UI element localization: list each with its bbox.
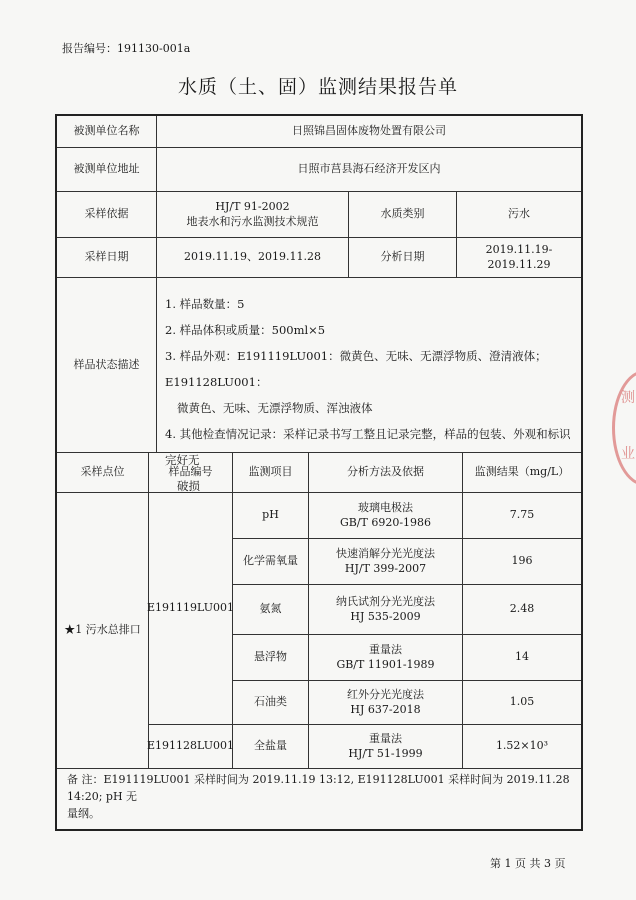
- method-standard: HJ/T 51-1999: [348, 746, 423, 760]
- method-name: 玻璃电极法: [358, 500, 413, 514]
- item-cell: 全盐量: [233, 725, 309, 769]
- unit-name-value: 日照锦昌固体废物处置有限公司: [157, 116, 581, 148]
- state-item: 2. 样品体积或质量：500ml×5: [165, 323, 326, 337]
- analysis-date-value: 2019.11.19-2019.11.29: [457, 238, 581, 278]
- item-cell: 石油类: [233, 681, 309, 725]
- method-name: 重量法: [369, 731, 402, 745]
- water-type-value: 污水: [457, 192, 581, 238]
- method-standard: HJ/T 399-2007: [344, 561, 427, 575]
- report-table: [55, 114, 583, 831]
- sample-id-1: E191119LU001: [149, 493, 233, 725]
- method-standard: GB/T 6920-1986: [339, 515, 432, 529]
- seal-char: 业: [621, 446, 635, 462]
- header-sample-id: 样品编号: [149, 453, 233, 493]
- page-number: 第 1 页 共 3 页: [490, 857, 566, 870]
- result-cell: 2.48: [463, 585, 581, 635]
- document-title: 水质（土、固）监测结果报告单: [177, 76, 458, 98]
- method-cell: [309, 539, 463, 585]
- state-item: 破损: [177, 479, 200, 493]
- sample-state-label: 样品状态描述: [57, 278, 157, 453]
- sampling-date-label: 采样日期: [57, 238, 157, 278]
- method-cell: [309, 585, 463, 635]
- result-cell: 196: [463, 539, 581, 585]
- basis-value: [157, 192, 349, 238]
- item-cell: 悬浮物: [233, 635, 309, 681]
- seal-char: 测: [621, 390, 635, 406]
- report-number: 报告编号：191130-001a: [62, 42, 191, 55]
- item-cell: 氨氮: [233, 585, 309, 635]
- result-cell: 1.05: [463, 681, 581, 725]
- header-sampling-point: 采样点位: [57, 453, 149, 493]
- water-type-label: 水质类别: [349, 192, 457, 238]
- result-cell: 14: [463, 635, 581, 681]
- method-standard: HJ 637-2018: [350, 702, 421, 716]
- method-cell: [309, 725, 463, 769]
- basis-code: HJ/T 91-2002: [215, 199, 290, 213]
- unit-address-label: 被测单位地址: [57, 148, 157, 192]
- remark-line: 量纲。: [67, 807, 100, 820]
- remark: [61, 771, 585, 822]
- sampling-date-value: 2019.11.19、2019.11.28: [157, 238, 349, 278]
- header-item: 监测项目: [233, 453, 309, 493]
- basis-name: 地表水和污水监测技术规范: [186, 214, 319, 228]
- result-cell: 7.75: [463, 493, 581, 539]
- method-cell: [309, 681, 463, 725]
- method-cell: [309, 635, 463, 681]
- method-name: 红外分光光度法: [347, 687, 424, 701]
- method-name: 重量法: [369, 642, 402, 656]
- unit-address-value: 日照市莒县海石经济开发区内: [157, 148, 581, 192]
- remark-line: 备 注：E191119LU001 采样时间为 2019.11.19 13:12, E191128LU001 采样时间为 2019.11.28 14:20; pH 无: [67, 773, 570, 803]
- method-cell: [309, 493, 463, 539]
- sample-id-2: E191128LU001: [149, 725, 233, 769]
- state-item: 微黄色、无味、无漂浮物质、浑浊液体: [177, 401, 373, 415]
- method-standard: HJ 535-2009: [350, 609, 421, 623]
- analysis-date-label: 分析日期: [349, 238, 457, 278]
- unit-name-label: 被测单位名称: [57, 116, 157, 148]
- seal-stamp: [612, 370, 636, 486]
- item-cell: 化学需氧量: [233, 539, 309, 585]
- item-cell: pH: [233, 493, 309, 539]
- method-name: 快速消解分光光度法: [336, 546, 435, 560]
- state-item: 4. 其他检查情况记录：采样记录书写工整且记录完整，样品的包装、外观和标识完好无: [165, 427, 571, 467]
- state-item: 3. 样品外观：E191119LU001：微黄色、无味、无漂浮物质、澄清液体；E191128LU001：: [165, 349, 547, 389]
- sampling-point: ★1 污水总排口: [57, 493, 149, 769]
- method-name: 纳氏试剂分光光度法: [336, 594, 435, 608]
- basis-label: 采样依据: [57, 192, 157, 238]
- result-cell: 1.52×10³: [463, 725, 581, 769]
- state-item: 1. 样品数量：5: [165, 297, 245, 311]
- header-result: 监测结果（mg/L）: [463, 453, 581, 493]
- header-method: 分析方法及依据: [309, 453, 463, 493]
- method-standard: GB/T 11901-1989: [336, 657, 435, 671]
